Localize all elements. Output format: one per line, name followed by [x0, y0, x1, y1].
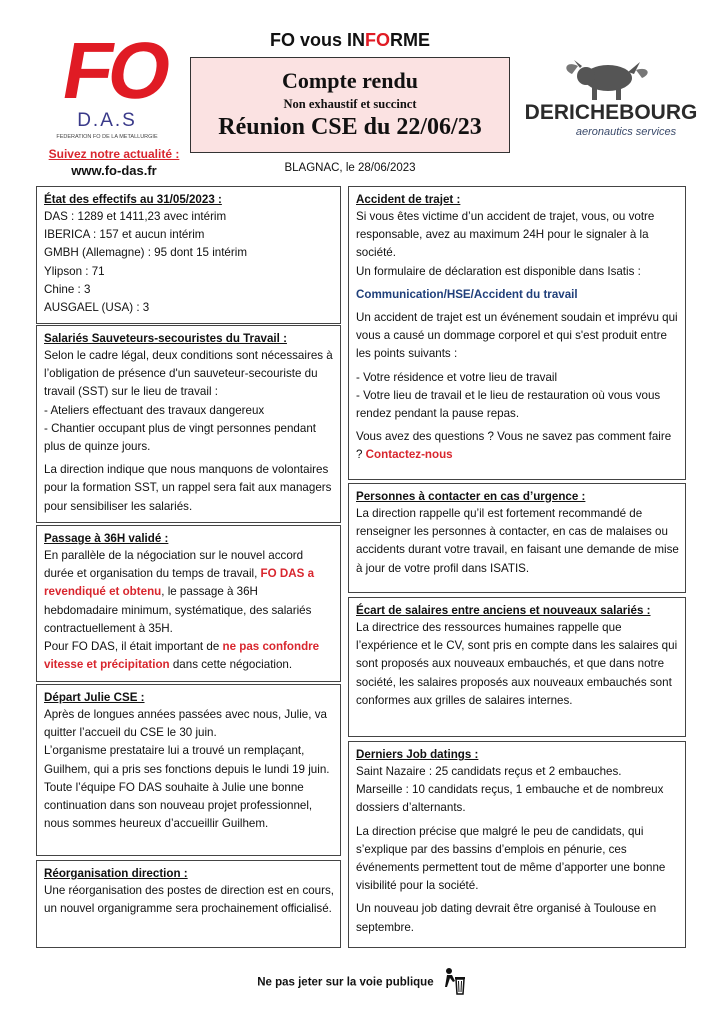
- paragraph: La direction précise que malgré le peu de candidats, qui s’explique par des bassins d’emplois en pénurie, ces événements permettent tout de même d’apporter une bonne visibilité pour la société.: [356, 824, 666, 893]
- paragraph: L’organisme prestataire lui a trouvé un remplaçant, Guilhem, qui a pris ses fonctions depuis le lundi 19 juin.: [44, 744, 330, 776]
- footer: [0, 967, 724, 998]
- section-title: Passage à 36H validé :: [44, 532, 169, 545]
- section-title: Départ Julie CSE :: [44, 691, 145, 704]
- paragraph: Saint Nazaire : 25 candidats reçus et 2 embauches.: [356, 765, 622, 778]
- sst-section: [36, 325, 341, 523]
- meeting-title: Réunion CSE du 22/06/23: [218, 114, 482, 140]
- paragraph: Un nouveau job dating devrait être organisé à Toulouse en septembre.: [356, 902, 657, 934]
- accident-trajet-section: [348, 186, 686, 480]
- bullet: - Chantier occupant plus de vingt personnes pendant plus de quinze jours.: [44, 421, 316, 454]
- effectif-line: DAS : 1289 et 1411,23 avec intérim: [44, 210, 227, 223]
- fo-logo-small: FEDERATION FO DE LA METALLURGIE: [56, 134, 158, 140]
- effectif-line: AUSGAEL (USA) : 3: [44, 301, 150, 315]
- section-title: Réorganisation direction :: [44, 867, 188, 880]
- section-title: Accident de trajet :: [356, 193, 461, 206]
- contact-link[interactable]: Contactez-nous: [365, 448, 453, 462]
- paragraph: Vous avez des questions ? Vous ne savez pas comment faire ? Contactez-nous: [356, 430, 672, 462]
- paragraph: Marseille : 10 candidats reçus, 1 embauche et de nombreux dossiers d’alternants.: [356, 783, 664, 815]
- header-banner: [190, 30, 510, 51]
- paragraph: Un formulaire de déclaration est disponible dans Isatis :: [356, 264, 641, 278]
- section-title: Écart de salaires entre anciens et nouveaux salariés :: [356, 604, 651, 617]
- paragraph: La directrice des ressources humaines rappelle que l’expérience et le CV, sont pris en compte dans les salaires qui sont proposés aux nouveaux embauchés, et que dans notre société, les salaires proposés aux nouveaux embauchés sont conformes aux grilles de salaires internes.: [356, 621, 678, 707]
- depart-julie-section: [36, 684, 341, 856]
- paragraph: Une réorganisation des postes de direction est en cours, un nouvel organigramme sera prochainement officialisé.: [44, 884, 335, 916]
- banner-text-red: FO: [365, 30, 390, 50]
- derichebourg-logo: [516, 56, 706, 142]
- effectif-line: Chine : 3: [44, 282, 91, 296]
- banner-text-a: FO vous IN: [269, 30, 365, 50]
- fo-logo-text: FO: [56, 26, 175, 116]
- section-title: État des effectifs au 31/05/2023 :: [44, 193, 222, 206]
- section-title: Derniers Job datings :: [356, 748, 479, 761]
- bison-icon: [566, 60, 647, 100]
- follow-label: Suivez notre actualité :: [48, 147, 180, 161]
- title-box: [190, 57, 510, 153]
- paragraph: Un accident de trajet est un événement soudain et imprévu qui vous a causé un dommage corporel et qui s'est produit entre les points suivants :: [356, 311, 678, 361]
- effectif-line: Ylipson : 71: [44, 264, 105, 278]
- footer-text: Ne pas jeter sur la voie publique: [257, 976, 434, 989]
- website-link[interactable]: www.fo-das.fr: [71, 163, 157, 178]
- highlight-red: FO DAS a revendiqué et obtenu: [44, 567, 315, 599]
- isatis-link[interactable]: Communication/HSE/Accident du travail: [356, 287, 578, 301]
- trash-bin-icon: [443, 967, 467, 998]
- effectif-line: IBERICA : 157 et aucun intérim: [44, 228, 205, 242]
- paragraph: Si vous êtes victime d’un accident de trajet, vous, ou votre responsable, avez au maximum 24H pour le signaler à la société.: [356, 210, 655, 260]
- partner-name: DERICHEBOURG: [524, 101, 698, 124]
- ecart-salaires-section: [348, 597, 686, 737]
- place-date: BLAGNAC, le 28/06/2023: [284, 162, 416, 174]
- page-title: Compte rendu: [282, 68, 418, 93]
- section-title: Personnes à contacter en cas d’urgence :: [356, 490, 586, 503]
- bullet: - Votre lieu de travail et le lieu de restauration où vous vous rendez pendant la pause repas.: [356, 388, 661, 421]
- fo-das-logo: [44, 26, 175, 146]
- paragraph: Après de longues années passées avec nous, Julie, va quitter l’accueil du CSE le 30 juin.: [44, 708, 327, 740]
- effectif-line: GMBH (Allemagne) : 95 dont 15 intérim: [44, 246, 247, 260]
- partner-sub: aeronautics services: [575, 126, 677, 138]
- passage-36h-section: [36, 525, 341, 682]
- paragraph: Toute l’équipe FO DAS souhaite à Julie une bonne continuation dans son nouveau projet professionnel, nous sommes heureux d’accueillir Guilhem.: [44, 780, 313, 831]
- highlight-red: ne pas confondre vitesse et précipitation: [44, 640, 320, 672]
- paragraph: La direction indique que nous manquons de volontaires pour la formation SST, un rappel sera fait aux managers pour sensibiliser les salariés.: [44, 463, 332, 513]
- job-datings-section: [348, 741, 686, 948]
- reorganisation-section: [36, 860, 341, 948]
- paragraph: En parallèle de la négociation sur le nouvel accord durée et organisation du temps de travail, FO DAS a revendiqué et obtenu, le passage à 36H hebdomadaire minimum, systématique, des salariés contractuellement à 35H.: [44, 549, 315, 635]
- paragraph: Selon le cadre légal, deux conditions sont nécessaires à l’obligation de présence d'un sauveteur-secouriste du travail (SST) sur le lieu de travail :: [44, 349, 333, 399]
- banner-text-b: RME: [390, 30, 430, 50]
- urgence-section: [348, 483, 686, 593]
- effectifs-section: [36, 186, 341, 324]
- section-title: Salariés Sauveteurs-secouristes du Travail :: [44, 332, 287, 345]
- bullet: - Ateliers effectuant des travaux dangereux: [44, 403, 265, 417]
- paragraph: Pour FO DAS, il était important de ne pas confondre vitesse et précipitation dans cette négociation.: [44, 640, 320, 672]
- bullet: - Votre résidence et votre lieu de travail: [356, 370, 558, 384]
- fo-logo-sub: D.A.S: [77, 110, 137, 131]
- page-subtitle: Non exhaustif et succinct: [283, 97, 417, 111]
- paragraph: La direction rappelle qu’il est fortement recommandé de renseigner les personnes à contacter, en cas de malaises ou accidents durant votre travail, en faisant une demande de mise à jour de votre profil dans ISATIS.: [356, 507, 679, 575]
